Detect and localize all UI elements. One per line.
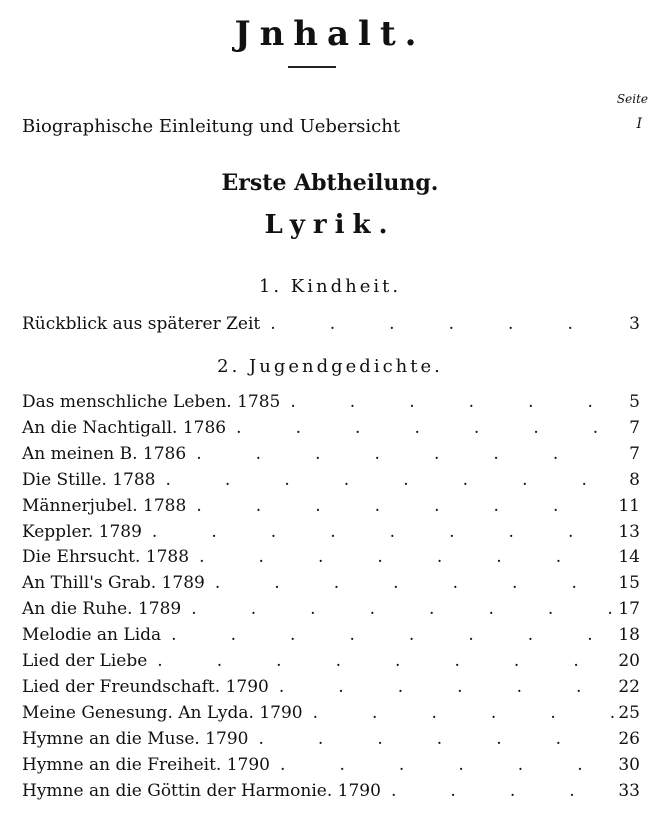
entry-page: 3: [629, 314, 640, 334]
toc-entry[interactable]: [22, 703, 640, 727]
part-heading: Lyrik.: [264, 210, 396, 240]
toc-entry[interactable]: [22, 729, 640, 753]
entry-page: 17: [618, 599, 640, 620]
entry-title: Die Ehrsucht. 1788: [22, 547, 190, 568]
toc-entry[interactable]: [22, 651, 640, 675]
division-heading: Erste Abtheilung.: [221, 170, 439, 196]
leader-dots: [260, 314, 614, 334]
leader-dots: [186, 496, 614, 516]
leader-dots: [155, 470, 614, 490]
entry-title: Männerjubel. 1788: [22, 495, 187, 516]
toc-entry[interactable]: [22, 573, 640, 597]
page-title: Jnhalt.: [234, 14, 426, 54]
leader-dots: [280, 392, 614, 412]
toc-entry[interactable]: [22, 677, 640, 701]
entry-page: 5: [629, 392, 640, 412]
toc-entry-intro[interactable]: [22, 116, 642, 137]
leader-dots: [181, 599, 614, 619]
toc-entry[interactable]: [22, 314, 640, 338]
entry-page: 26: [618, 728, 640, 749]
entry-page: 18: [618, 625, 640, 646]
entry-title: Meine Genesung. An Lyda. 1790: [22, 702, 303, 723]
toc-entry[interactable]: [22, 755, 640, 779]
toc-entry[interactable]: [22, 781, 640, 805]
leader-dots: [269, 677, 614, 697]
toc-entry[interactable]: [22, 599, 640, 623]
entry-page: 25: [618, 702, 640, 723]
toc-entry[interactable]: [22, 625, 640, 649]
toc-entry[interactable]: [22, 418, 640, 442]
entry-page: 22: [618, 676, 640, 697]
entry-page: 7: [629, 443, 640, 464]
entry-page: 15: [618, 573, 640, 594]
entry-title: An meinen B. 1786: [22, 443, 187, 464]
title-rule: [288, 66, 336, 68]
toc-entry[interactable]: [22, 470, 640, 494]
leader-dots: [248, 729, 614, 749]
toc-entry[interactable]: [22, 392, 640, 416]
entry-title: Keppler. 1789: [22, 521, 142, 542]
toc-entry[interactable]: [22, 496, 640, 520]
entry-page: 13: [618, 521, 640, 542]
entry-title: Biographische Einleitung und Uebersicht: [22, 116, 401, 137]
leader-dots: [147, 651, 614, 671]
entry-page: 33: [618, 780, 640, 801]
entry-page: 11: [618, 495, 640, 516]
section-heading-jugendgedichte: 2. Jugendgedichte.: [217, 356, 443, 377]
section-heading-kindheit: 1. Kindheit.: [258, 276, 402, 297]
entry-title: Die Stille. 1788: [22, 469, 156, 490]
leader-dots: [303, 703, 614, 723]
toc-entry[interactable]: [22, 522, 640, 546]
entry-page: 7: [629, 417, 640, 438]
leader-dots: [226, 418, 614, 438]
leader-dots: [189, 547, 614, 567]
entry-page: 14: [618, 547, 640, 568]
entry-page: 20: [618, 651, 640, 671]
leader-dots: [381, 781, 614, 801]
entry-title: Lied der Liebe: [22, 651, 148, 671]
entry-title: Das menschliche Leben. 1785: [22, 392, 281, 412]
leader-dots: [142, 522, 614, 542]
entry-title: Hymne an die Göttin der Harmonie. 1790: [22, 780, 381, 801]
entry-title: Melodie an Lida: [22, 625, 162, 646]
entry-title: Rückblick aus späterer Zeit: [22, 314, 261, 334]
leader-dots: [161, 625, 614, 645]
leader-dots: [205, 573, 614, 593]
entry-page: 8: [629, 469, 640, 490]
leader-dots: [270, 755, 614, 775]
leader-dots: [186, 444, 614, 464]
entry-page: I: [636, 116, 642, 132]
entry-title: Hymne an die Freiheit. 1790: [22, 754, 271, 775]
entry-page: 30: [618, 754, 640, 775]
entry-title: An Thill's Grab. 1789: [22, 573, 205, 594]
entry-title: An die Nachtigall. 1786: [22, 417, 227, 438]
entry-title: An die Ruhe. 1789: [22, 599, 182, 620]
entry-title: Hymne an die Muse. 1790: [22, 728, 249, 749]
page-column-header: Seite: [616, 92, 648, 106]
entry-title: Lied der Freundschaft. 1790: [22, 676, 269, 697]
toc-entry[interactable]: [22, 547, 640, 571]
toc-entry[interactable]: [22, 444, 640, 468]
